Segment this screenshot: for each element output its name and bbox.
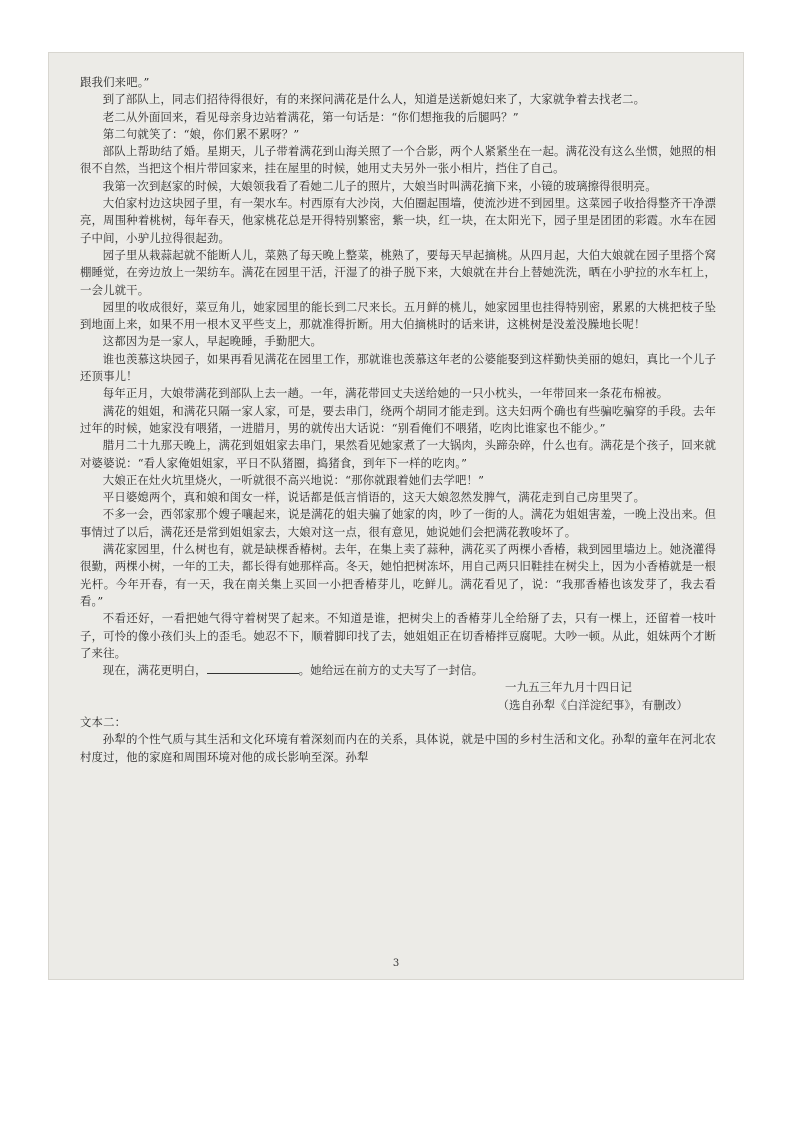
paragraph: 老二从外面回来，看见母亲身边站着满花，第一句话是：“你们想拖我的后腿吗？” bbox=[102, 109, 519, 124]
paragraph: 不多一会，西邻家那个嫂子嚷起来，说是满花的姐夫骗了她家的肉，吵了一街的人。满花为姐姐害羞，一晚上没出来。但事情过了以后，满花还是常到姐姐家去，大娘对这一点，很有意见，她说她们会把满花教唆坏了。 bbox=[80, 507, 716, 539]
blank-suffix: 。她给远在前方的丈夫写了一封信。 bbox=[298, 663, 484, 678]
answer-blank bbox=[207, 663, 299, 674]
paragraph: 平日婆媳两个，真和娘和闺女一样，说话都是低言悄语的，这天大娘忽然发脾气，满花走到自己房里哭了。 bbox=[102, 490, 646, 505]
paragraph: 园子里从栽蒜起就不能断人儿，菜熟了每天晚上整菜，桃熟了，要每天早起摘桃。从四月起，大伯大娘就在园子里搭个窝棚睡觉，在旁边放上一架纺车。满花在园里干活，汗湿了的褂子脱下来，大娘就在井台上替她洗洗，晒在小驴拉的水车杠上，一会儿就干。 bbox=[80, 247, 716, 297]
paragraph: 满花的姐姐，和满花只隔一家人家，可是，要去串门，绕两个胡同才能走到。这夫妇两个确也有些骗吃骗穿的手段。去年过年的时候，她家没有喂猪，一进腊月，男的就传出大话说：“别看俺们不喂猪，吃肉比谁家也不能少。” bbox=[80, 403, 716, 435]
paragraph: 每年正月，大娘带满花到部队上去一趟。一年，满花带回丈夫送给她的一只小枕头，一年带回来一条花布棉被。 bbox=[102, 386, 669, 401]
paragraph: 第二句就笑了：“娘，你们累不累呀？” bbox=[102, 126, 300, 141]
paragraph: 孙犁的个性气质与其生活和文化环境有着深刻而内在的关系，具体说，就是中国的乡村生活和文化。孙犁的童年在河北农村度过，他的家庭和周围环境对他的成长影响至深。孙犁 bbox=[80, 732, 716, 764]
paragraph: 这都因为是一家人，早起晚睡，手勤肥大。 bbox=[102, 334, 323, 349]
paragraph: 满花家园里，什么树也有，就是缺棵香椿树。去年，在集上卖了蒜种，满花买了两棵小香椿，栽到园里墙边上。她浇灌得很勤，两棵小树，一年的工夫，都长得有她那样高。冬天，她怕把树冻坏，用自己两只旧鞋挂在树尖上，因为小香椿就是一根光杆。今年开春，有一天，我在南关集上买回一小把香椿芽儿，吃鲜儿。满花看见了，说：“我那香椿也该发芽了，我去看看。” bbox=[80, 542, 716, 608]
page-number: 3 bbox=[392, 958, 400, 969]
paragraph: 不看还好，一看把她气得守着树哭了起来。不知道是谁，把树尖上的香椿芽儿全给掰了去，只有一棵上，还留着一枝叶子，可怜的像小孩们头上的歪毛。她忍不下，顺着脚印找了去，她姐姐正在切香椿拌豆腐呢。大吵一顿。从此，姐妹两个才断了来往。 bbox=[80, 611, 716, 660]
text-two-heading: 文本二： bbox=[80, 714, 127, 729]
fill-in-blank-paragraph bbox=[80, 662, 716, 679]
scanned-page bbox=[48, 52, 744, 980]
diary-date: 一九五三年九月十四日记 bbox=[505, 680, 632, 695]
paragraph: 园里的收成很好，菜豆角儿，她家园里的能长到二尺来长。五月鲜的桃儿，她家园里也挂得特别密，累累的大桃把枝子坠到地面上来，如果不用一根木叉平些支上，那就准得折断。用大伯摘桃时的话来讲，这桃树是没羞没臊地长呢！ bbox=[80, 299, 716, 332]
article-body bbox=[80, 74, 716, 766]
source-citation: （选自孙犁《白洋淀纪事》，有删改） bbox=[497, 697, 688, 712]
paragraph: 到了部队上，同志们招待得很好，有的来探问满花是什么人，知道是送新媳妇来了，大家就争着去找老二。 bbox=[102, 92, 646, 107]
blank-prefix: 现在，满花更明白， bbox=[102, 663, 207, 678]
paragraph: 腊月二十九那天晚上，满花到姐姐家去串门，果然看见她家煮了一大锅肉，头蹄杂碎，什么也有。满花是个孩子，回来就对婆婆说：“看人家俺姐姐家，平日不队猪圈，捣猪食，到年下一样的吃肉。” bbox=[80, 438, 716, 470]
paragraph: 大伯家村边这块园子里，有一架水车。村西原有大沙岗，大伯圈起围墙，使流沙进不到园里。这菜园子收拾得整齐干净漂亮，周围种着桃树，每年春天，他家桃花总是开得特别繁密，紫一块，红一块，在太阳光下，园子里是团团的彩霞。水车在园子中间，小驴儿拉得很起劲。 bbox=[80, 196, 716, 245]
paragraph: 大娘正在灶火坑里烧火，一听就很不高兴地说：“那你就跟着她们去学吧！” bbox=[102, 472, 485, 487]
paragraph: 跟我们来吧。” bbox=[80, 75, 150, 89]
paragraph: 我第一次到赵家的时候，大娘领我看了看她二儿子的照片，大娘当时叫满花摘下来，小镜的玻璃擦得很明亮。 bbox=[102, 178, 657, 193]
paragraph: 部队上帮助结了婚。星期天，儿子带着满花到山海关照了一个合影，两个人紧紧坐在一起。满花没有这么坐惯，她照的相很不自然，当把这个相片带回家来，挂在屋里的时候，她用丈夫另外一张小相片，挡住了自己。 bbox=[80, 144, 716, 176]
paragraph: 谁也羡慕这块园子，如果再看见满花在园里工作，那就谁也羡慕这年老的公婆能娶到这样勤快美丽的媳妇，真比一个儿子还顶事儿！ bbox=[80, 351, 716, 384]
